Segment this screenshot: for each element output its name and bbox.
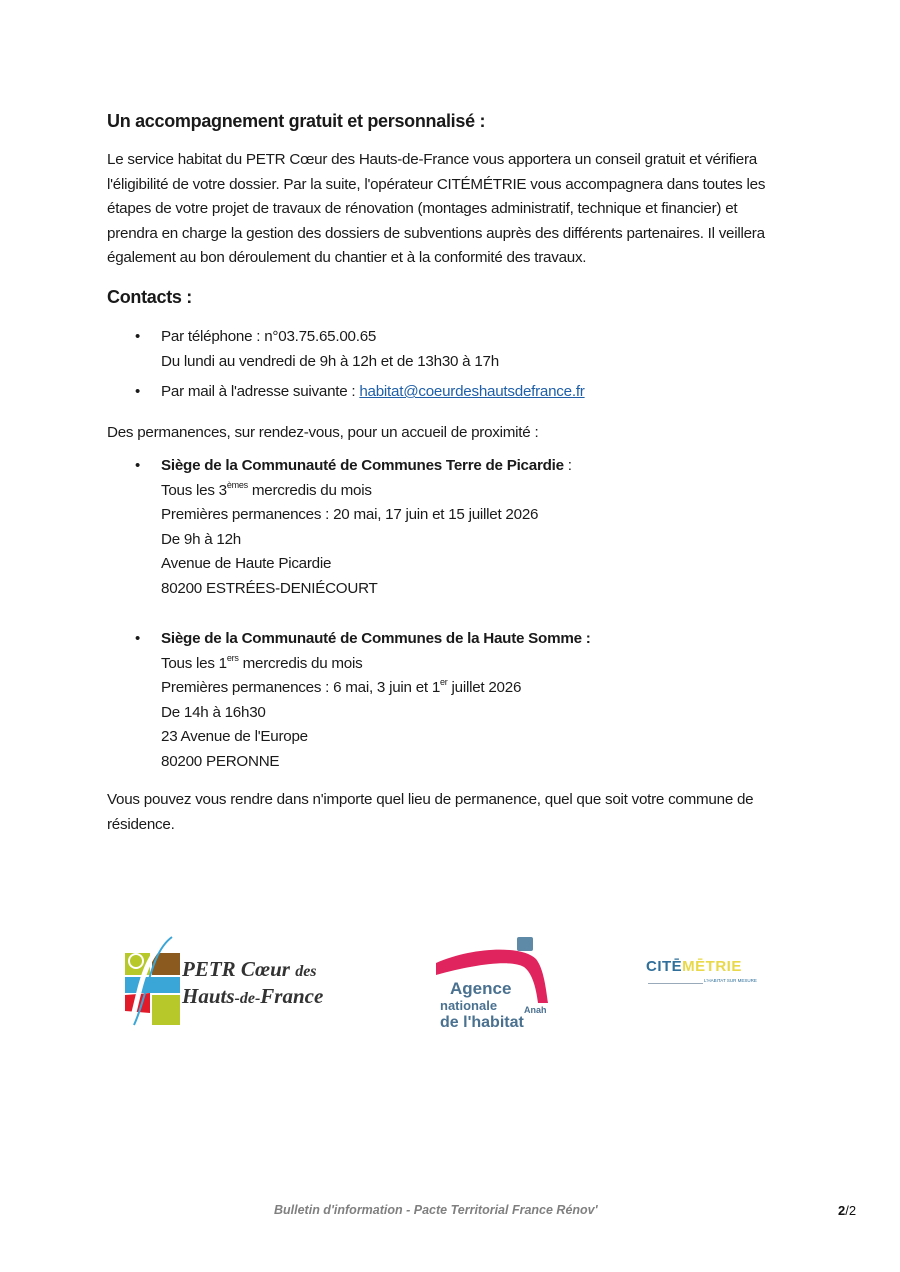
permanence-title: Siège de la Communauté de Communes de la Haute Somme :	[161, 630, 591, 647]
permanence-frequency: Tous les 3èmes mercredis du mois	[161, 479, 372, 499]
anah-logo: Agence nationale de l'habitat Anah	[432, 935, 557, 1035]
bullet-icon: •	[135, 328, 141, 345]
permanence-address: Avenue de Haute Picardie	[161, 555, 332, 572]
paragraph-line: résidence.	[107, 815, 175, 833]
permanence-title: Siège de la Communauté de Communes Terre de Picardie	[161, 457, 564, 474]
section-title-accompagnement: Un accompagnement gratuit et personnalisé :	[107, 111, 486, 131]
bullet-icon: •	[135, 383, 141, 400]
section-title-contacts: Contacts :	[107, 287, 193, 307]
email-link[interactable]: habitat@coeurdeshautsdefrance.fr	[359, 383, 585, 400]
paragraph-line: également au bon déroulement du chantier et à la conformité des travaux.	[107, 249, 587, 266]
citemetrie-logo: CITĒMĒTRIE L'HABITAT SUR MESURE	[646, 958, 757, 983]
closing-paragraph	[107, 788, 753, 837]
phone-hours: Du lundi au vendredi de 9h à 12h et de 13h30 à 17h	[161, 352, 499, 370]
bullet-icon: •	[135, 457, 141, 474]
paragraph-line: prendra en charge la gestion des dossiers de subventions auprès des différents partenaires. Il veillera	[107, 224, 765, 242]
intro-paragraph	[107, 148, 765, 271]
paragraph-line: Vous pouvez vous rendre dans n'importe quel lieu de permanence, quel que soit votre commune de	[107, 791, 754, 808]
page-number: 2/2	[838, 1203, 857, 1218]
mail-prefix: Par mail à l'adresse suivante :	[161, 383, 360, 400]
paragraph-line: l'éligibilité de votre dossier. Par la suite, l'opérateur CITÉMÉTRIE vous accompagnera dans toutes les	[107, 175, 766, 193]
permanences-intro: Des permanences, sur rendez-vous, pour un accueil de proximité :	[107, 424, 539, 441]
title-suffix: :	[563, 457, 572, 474]
phone-text: Par téléphone : n°03.75.65.00.65	[161, 328, 377, 345]
permanence-address: 23 Avenue de l'Europe	[161, 728, 308, 745]
footer-text: Bulletin d'information - Pacte Territorial France Rénov'	[274, 1203, 598, 1217]
paragraph-line: étapes de votre projet de travaux de rénovation (montages administratif, technique et financier) et	[107, 200, 738, 217]
permanence-hours: De 9h à 12h	[161, 530, 242, 548]
permanence-dates: Premières permanences : 6 mai, 3 juin et 1er juillet 2026	[161, 677, 522, 696]
permanence-dates: Premières permanences : 20 mai, 17 juin et 15 juillet 2026	[161, 506, 539, 523]
permanence-city: 80200 PERONNE	[161, 752, 280, 770]
petr-logo-mark	[122, 935, 182, 1030]
paragraph-line: Le service habitat du PETR Cœur des Hauts-de-France vous apportera un conseil gratuit et vérifiera	[107, 151, 757, 168]
petr-logo: PETR Cœur des Hauts-de-France	[122, 935, 352, 1030]
permanence-city: 80200 ESTRÉES-DENIÉCOURT	[161, 579, 378, 597]
bullet-icon: •	[135, 630, 141, 647]
contact-mail-item	[135, 380, 585, 405]
permanence-item-haute-somme	[135, 627, 591, 774]
permanence-item-terre-de-picardie	[135, 454, 572, 601]
contact-phone-item	[135, 325, 499, 374]
permanence-frequency: Tous les 1ers mercredis du mois	[161, 652, 363, 672]
permanence-hours: De 14h à 16h30	[161, 703, 266, 721]
